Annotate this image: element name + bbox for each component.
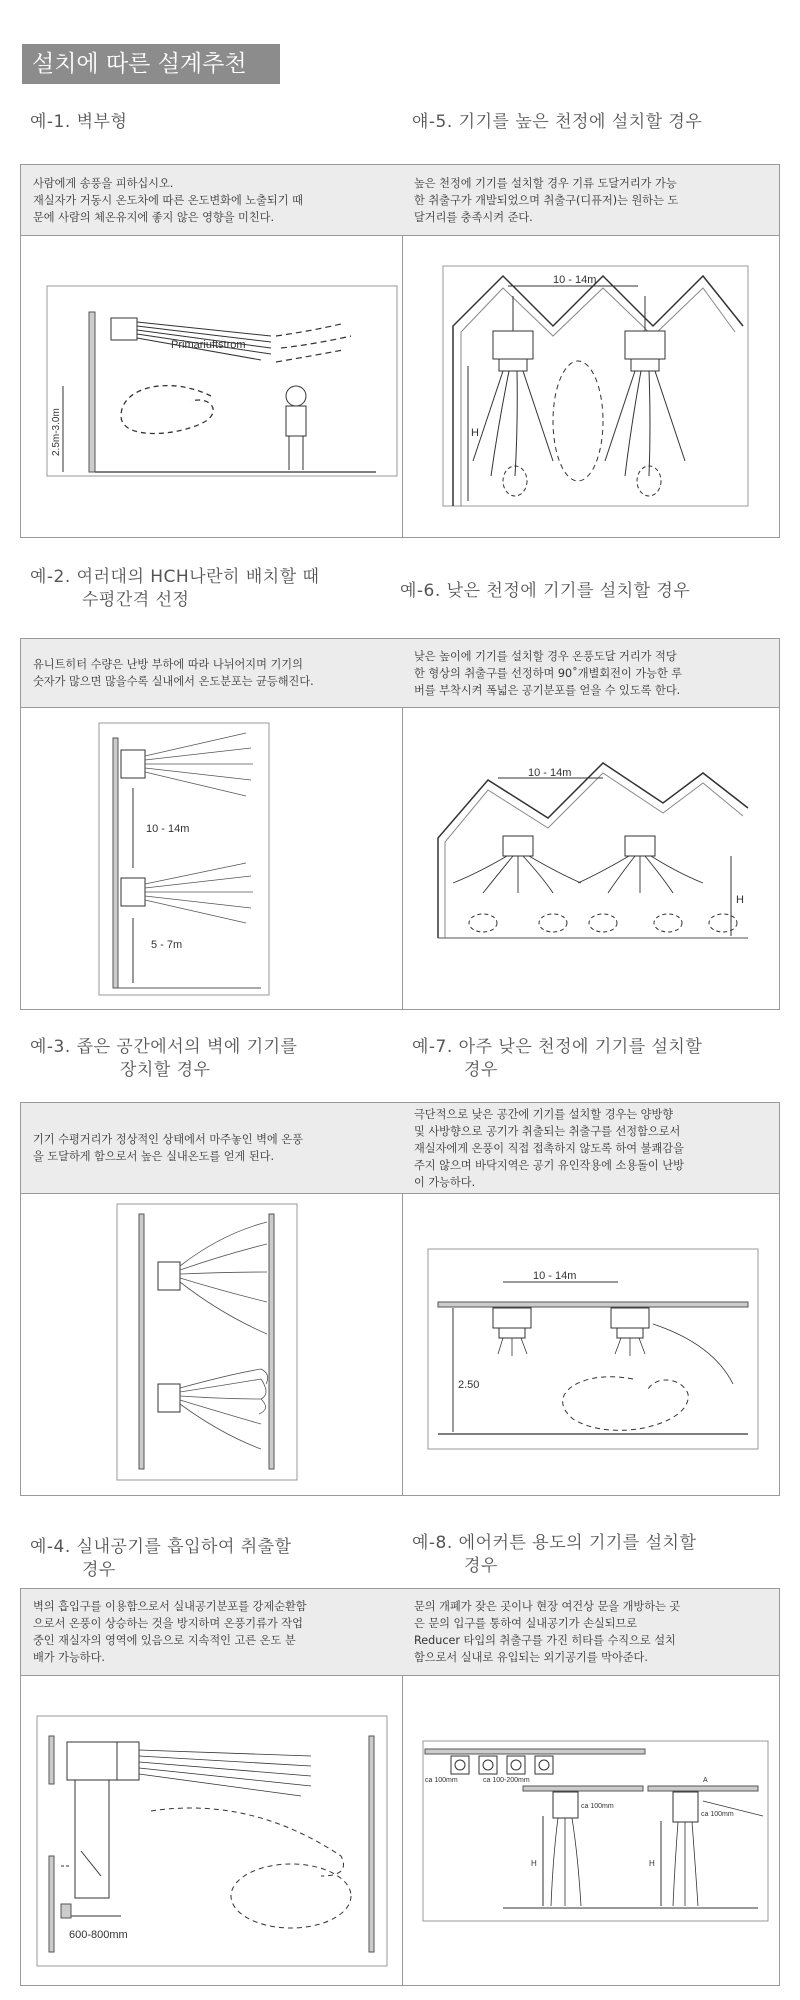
desc-line: 이 가능하다. (414, 1175, 476, 1189)
desc-line: 기기 수평거리가 정상적인 상태에서 마주놓인 벽에 온풍 (33, 1133, 303, 1146)
height-label: H (736, 894, 744, 906)
page-banner-title: 설치에 따른 설계추천 (22, 44, 280, 84)
desc-line: 낮은 높이에 기기를 설치할 경우 온풍도달 거리가 적당 (414, 649, 677, 663)
section-heading-5 (412, 111, 702, 134)
section-heading-3 (30, 1036, 297, 1082)
heading-line: 예-7. 아주 낮은 천정에 기기를 설치할 (412, 1037, 703, 1057)
heading-line: 얘-5. 기기를 높은 천정에 설치할 경우 (412, 112, 703, 132)
heading-line: 예-2. 여러대의 HCH나란히 배치할 때 (30, 567, 320, 587)
desc-line: 벽의 흡입구를 이용함으로서 실내공기분포를 강제순환함 (33, 1600, 307, 1613)
heading-line: 예-3. 좁은 공간에서의 벽에 기기를 (30, 1037, 298, 1057)
height-label: 2.5m-3.0m (51, 408, 62, 456)
illustration-multi-unit (20, 708, 402, 1010)
section-desc-4 (20, 1588, 402, 1676)
heading-line-2: 경우 (464, 1556, 498, 1576)
heading-line-2: 장치할 경우 (120, 1060, 211, 1080)
desc-line: 함으로서 실내로 유입되는 외기공기를 막아준다. (414, 1651, 648, 1664)
illustration-return-air (20, 1676, 402, 1986)
heading-line: 예-4. 실내공기를 흡입하여 취출할 (30, 1537, 292, 1557)
illustration-high-ceiling (402, 236, 780, 538)
width-label: 600-800mm (69, 1929, 128, 1941)
heading-line-2: 수평간격 선정 (82, 590, 190, 610)
desc-line: 은 문의 입구를 통하여 실내공기가 손실되므로 (414, 1617, 638, 1630)
desc-line: 및 사방향으로 공기가 취출되는 취출구를 선정함으로서 (414, 1124, 681, 1138)
heading-line: 예-8. 에어커튼 용도의 기기를 설치할 (412, 1533, 697, 1553)
height-label: H (471, 427, 479, 439)
desc-line: 배가 가능하다. (33, 1651, 105, 1664)
heading-line: 예-1. 벽부형 (30, 112, 128, 132)
desc-line: 재실자에게 온풍이 직접 접촉하지 않도록 하여 불쾌감을 (414, 1141, 684, 1155)
section-heading-8 (412, 1532, 696, 1578)
desc-line: 유니트히터 수량은 난방 부하에 따라 나뉘어지며 기기의 (33, 658, 303, 671)
desc-line: Reducer 타입의 취출구를 가진 히타를 수직으로 설치 (414, 1634, 676, 1647)
section-heading-2 (30, 566, 319, 612)
desc-line: 중인 재실자의 영역에 있음으로 지속적인 고른 온도 분 (33, 1634, 296, 1647)
section-heading-4 (30, 1536, 292, 1582)
desc-line: 숫자가 많으면 많을수록 실내에서 온도분포는 균등해진다. (33, 675, 314, 688)
desc-line: 문의 개폐가 잦은 곳이나 현장 여건상 문을 개방하는 곳 (414, 1600, 681, 1613)
airflow-label: Primariuftstrom (171, 339, 246, 351)
section-heading-6 (400, 580, 690, 603)
desc-line: 달거리를 충족시켜 준다. (414, 210, 533, 224)
spacing-label: 10 - 14m (533, 1270, 577, 1282)
desc-line: 한 취출구가 개발되었으며 취출구(디퓨저)는 원하는 도 (414, 193, 679, 207)
desc-line: 극단적으로 낮은 공간에 기기를 설치할 경우는 양방향 (414, 1107, 674, 1121)
desc-line: 사람에게 송풍을 피하십시오. (33, 176, 174, 190)
heading-line-2: 경우 (82, 1560, 116, 1580)
desc-line: 을 도달하게 함으로서 높은 실내온도를 얻게 된다. (33, 1150, 275, 1163)
ca-label-4: ca 100mm (701, 1811, 734, 1818)
height-label: 2.50 (458, 1379, 480, 1391)
section-desc-8 (402, 1588, 780, 1676)
desc-line: 주지 않으며 바닥지역은 공기 유인작용에 소용돌이 난방 (414, 1158, 684, 1172)
ca-label-2: ca 100-200mm (483, 1777, 530, 1784)
illustration-very-low-ceiling (402, 1194, 780, 1496)
desc-line: 으로서 온풍이 상승하는 것을 방지하며 온풍기류가 작업 (33, 1617, 303, 1630)
illustration-air-curtain (402, 1676, 780, 1986)
section-desc-2 (20, 638, 402, 708)
heading-line-2: 경우 (464, 1060, 498, 1080)
desc-line: 높은 천정에 기기를 설치할 경우 기류 도달거리가 가능 (414, 176, 677, 190)
spacing-label: 10 - 14m (528, 767, 572, 779)
illustration-narrow-space (20, 1194, 402, 1496)
section-desc-1 (20, 164, 402, 236)
desc-line: 한 형상의 취출구를 선정하며 90˚개별회전이 가능한 루 (414, 666, 683, 680)
distance-label: 5 - 7m (151, 939, 183, 951)
height-label-2: H (649, 1859, 655, 1868)
section-heading-7 (412, 1036, 702, 1082)
desc-line: 버를 부착시켜 폭넓은 공기분포를 얻을 수 있도록 한다. (414, 683, 681, 697)
section-desc-3 (20, 1102, 402, 1194)
height-label-1: H (531, 1859, 537, 1868)
section-desc-5 (402, 164, 780, 236)
illustration-wall-mount (20, 236, 402, 538)
ca-label-3: ca 100mm (581, 1803, 614, 1810)
section-heading-1 (30, 111, 127, 134)
desc-line: 재실자가 거동시 온도차에 따른 온도변화에 노출되기 때 (33, 193, 303, 207)
a-label: A (703, 1777, 708, 1784)
illustration-low-ceiling (402, 708, 780, 1010)
spacing-label: 10 - 14m (146, 823, 190, 835)
section-desc-6 (402, 638, 780, 708)
section-desc-7 (402, 1102, 780, 1194)
spacing-label: 10 - 14m (553, 274, 597, 286)
heading-line: 예-6. 낮은 천정에 기기를 설치할 경우 (400, 581, 691, 601)
desc-line: 문에 사람의 체온유지에 좋지 않은 영향을 미친다. (33, 210, 275, 224)
ca-label-1: ca 100mm (425, 1777, 458, 1784)
